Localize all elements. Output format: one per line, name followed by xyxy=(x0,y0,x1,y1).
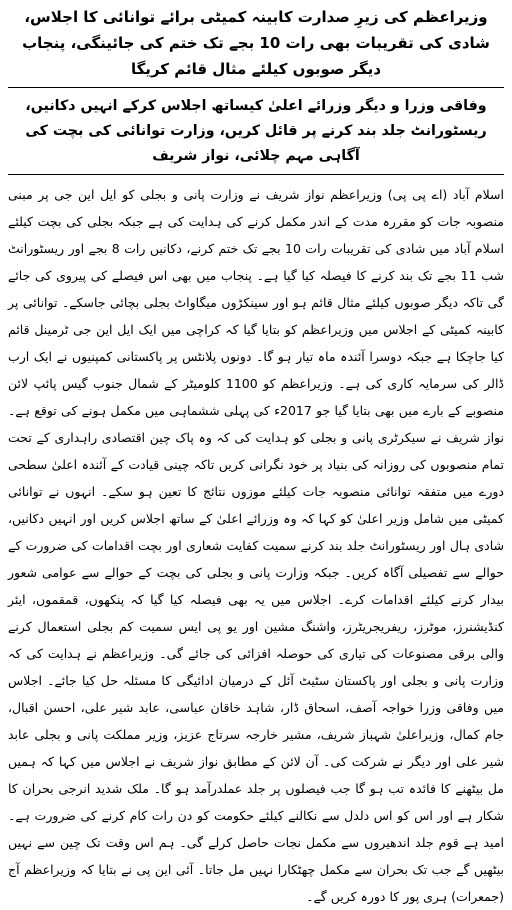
article-headline: وزیراعظم کی زیرِ صدارت کابینہ کمیٹی برائے توانائی کا اجلاس، شادی کی تقریبات بھی رات 10 بجے تک ختم کی جائینگی، پنجاب دیگر صوبوں کیلئے مثال قائم کریگا xyxy=(22,8,490,78)
headline-divider xyxy=(8,87,504,88)
subheadline-divider xyxy=(8,174,504,175)
article-body: اسلام آباد (اے پی پی) وزیراعظم نواز شریف نے وزارت پانی و بجلی کو ایل این جی پر مبنی منصوبہ جات کو مقررہ مدت کے اندر مکمل کرنے کی ہدایت کی ہے جبکہ بجلی کی بچت کیلئے اسلام آباد میں شادی کی تقریبات رات 10 بجے تک ختم کرنے، دکانیں رات 8 بجے اور ریسٹورانٹ شب 11 بجے تک بند کرنے کا فیصلہ کیا گیا ہے۔ پنجاب میں بھی اس فیصلے کی پیروی کی جائے گی تاکہ دیگر صوبوں کیلئے مثال قائم ہو اور سینکڑوں میگاواٹ بجلی بچائی جاسکے۔ توانائی پر کابینہ کمیٹی کے اجلاس میں وزیراعظم کو بتایا گیا کہ کراچی میں ایک ایل این جی ٹرمینل قائم کیا جاچکا ہے جبکہ دوسرا آئندہ ماہ تیار ہو گا۔ دونوں پلانٹس پر پاکستانی کمپنیوں نے ایک ارب ڈالر کی سرمایہ کاری کی ہے۔ وزیراعظم کو 1100 کلومیٹر کے شمال جنوب گیس پائپ لائن منصوبے کے بارے میں بھی بتایا گیا جو 2017ء کی پہلی ششماہی میں مکمل ہونے کی توقع ہے۔ نواز شریف نے سیکرٹری پانی و بجلی کو ہدایت کی کہ وہ پاک چین اقتصادی راہداری کے تحت تمام منصوبوں کی روزانہ کی بنیاد پر خود نگرانی کریں تاکہ چینی قیادت کے آئندہ اعلیٰ سطحی دورے میں متفقہ توانائی منصوبہ جات کیلئے موزوں نتائج کا تعین ہو سکے۔ انہوں نے توانائی کمیٹی میں شامل وزیر اعلیٰ کو کہا کہ وہ وزرائے اعلیٰ کے ساتھ اجلاس کریں اور انہیں دکانیں، شادی ہال اور ریسٹورانٹ جلد بند کرنے سمیت کفایت شعاری اور بچت اقدامات کی ضرورت کے حوالے سے تفصیلی آگاہ کریں۔ جبکہ وزارت پانی و بجلی کی بچت کے حوالے سے عوامی شعور بیدار کرنے کیلئے اقدامات کرے۔ اجلاس میں یہ بھی فیصلہ کیا گیا کہ پنکھوں، قمقموں، ایئر کنڈیشنرز، موٹرز، ریفریجریٹرز، واشنگ مشین اور یو پی ایس سمیت کم بجلی استعمال کرنے والی برقی مصنوعات کی تیاری کی حوصلہ افزائی کی جائے گی۔ وزیراعظم نے ہدایت کی کہ وزارت پانی و بجلی اور پاکستان سٹیٹ آئل کے درمیان ادائیگی کا مسئلہ حل کیا جائے۔ اجلاس میں وفاقی وزرا خواجہ آصف، اسحاق ڈار، شاہد خاقان عباسی، عابد شیر علی، احسن اقبال، جام کمال، وزیراعلیٰ شہباز شریف، مشیر خارجہ سرتاج عزیز، وزیر مملکت پانی و بجلی عابد شیر علی اور دیگر نے شرکت کی۔ آن لائن کے مطابق نواز شریف نے اجلاس میں کہا کہ ہمیں مل بیٹھنے کا فائدہ تب ہو گا جب فیصلوں پر جلد عملدرآمد ہو گا۔ ملک شدید انرجی بحران کا شکار ہے اور اس کو اس دلدل سے نکالنے کیلئے حکومت کو دن رات کام کرنے کی ضرورت ہے۔ امید ہے قوم جلد اندھیروں سے مکمل نجات حاصل کرلے گی۔ ہم اس وقت تک چین سے نہیں بیٹھیں گے جب تک بحران سے مکمل چھٹکارا نہیں مل جاتا۔ آئی این پی نے بتایا کہ وزیراعظم آج (جمعرات) ہری پور کا دورہ کریں گے۔ xyxy=(8,187,505,904)
article-subheadline: وفاقی وزرا و دیگر وزرائے اعلیٰ کیساتھ اجلاس کرکے انہیں دکانیں، ریسٹورانٹ جلد بند کرنے پر قائل کریں، وزارت توانائی کی بچت کی آگاہی مہم چلائی، نواز شریف xyxy=(25,98,487,164)
